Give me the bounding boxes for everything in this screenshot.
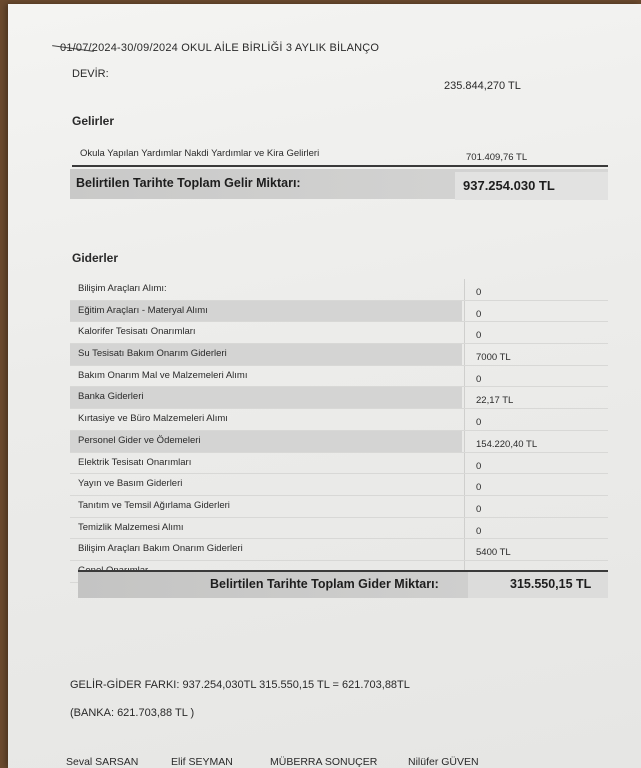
gider-value: 0	[476, 525, 482, 537]
gider-label: Kırtasiye ve Büro Malzemeleri Alımı	[78, 413, 228, 425]
total-gelir-label: Belirtilen Tarihte Toplam Gelir Miktarı:	[76, 176, 301, 190]
devir-label: DEVİR:	[72, 68, 109, 80]
giderler-heading: Giderler	[72, 251, 119, 265]
giderler-table	[70, 279, 608, 583]
signature-name: Seval SARSAN	[66, 756, 139, 768]
gider-value: 0	[476, 373, 482, 385]
gelir-item-value: 701.409,76 TL	[466, 152, 528, 163]
gider-value: 0	[476, 417, 482, 429]
table-row	[70, 518, 608, 540]
gider-value: 22,17 TL	[476, 395, 514, 407]
signature-name: Nilüfer GÜVEN	[408, 756, 479, 768]
gider-value: 0	[476, 287, 482, 298]
table-row	[70, 279, 608, 301]
table-row	[70, 474, 608, 496]
devir-value: 235.844,270 TL	[444, 80, 521, 92]
gider-label: Personel Gider ve Ödemeleri	[78, 434, 201, 446]
gelir-gider-farki: GELİR-GİDER FARKI: 937.254,030TL 315.550,15 TL = 621.703,88TL	[70, 679, 410, 691]
signature-name: Elif SEYMAN	[171, 756, 233, 768]
gider-value: 0	[476, 503, 482, 515]
gider-value: 0	[476, 482, 482, 494]
gelir-item-label: Okula Yapılan Yardımlar Nakdi Yardımlar ve Kira Gelirleri	[80, 148, 320, 159]
gider-label: Su Tesisatı Bakım Onarım Giderleri	[78, 348, 227, 360]
gider-value: 0	[476, 460, 482, 472]
document-title: 01/07/2024-30/09/2024 OKUL AİLE BİRLİĞİ 3 AYLIK BİLANÇO	[60, 42, 380, 54]
table-row	[70, 344, 608, 366]
signature-name: MÜBERRA SONUÇER	[270, 756, 378, 768]
table-row	[70, 322, 608, 344]
total-gider-value: 315.550,15 TL	[510, 577, 592, 591]
gider-label: Bilişim Araçları Bakım Onarım Giderleri	[78, 543, 243, 555]
total-gelir-row	[70, 169, 608, 199]
gider-label: Tanıtım ve Temsil Ağırlama Giderleri	[78, 499, 230, 511]
table-row	[70, 453, 608, 475]
total-gider-label: Belirtilen Tarihte Toplam Gider Miktarı:	[210, 577, 439, 591]
gider-label: Yayın ve Basım Giderleri	[78, 478, 183, 490]
total-gider-value-cell	[468, 572, 608, 598]
total-gelir-value-cell	[455, 172, 608, 200]
gider-label: Bilişim Araçları Alımı:	[78, 283, 167, 294]
gider-label: Elektrik Tesisatı Onarımları	[78, 456, 192, 468]
gider-label: Banka Giderleri	[78, 391, 144, 403]
gider-label: Eğitim Araçları - Materyal Alımı	[78, 304, 208, 316]
gider-value: 0	[476, 308, 482, 320]
gelirler-heading: Gelirler	[72, 114, 115, 128]
gider-value: 7000 TL	[476, 352, 511, 364]
table-row	[70, 409, 608, 431]
gider-label: Kalorifer Tesisatı Onarımları	[78, 326, 196, 338]
table-row	[70, 431, 608, 453]
divider	[72, 165, 608, 167]
table-row	[70, 539, 608, 561]
table-row	[70, 496, 608, 518]
banka-balance: (BANKA: 621.703,88 TL )	[70, 707, 195, 719]
total-gider-row	[78, 570, 608, 598]
table-row	[70, 387, 608, 409]
gider-value: 5400 TL	[476, 547, 511, 559]
gider-label: Bakım Onarım Mal ve Malzemeleri Alımı	[78, 369, 248, 381]
total-gelir-value: 937.254.030 TL	[463, 178, 555, 193]
table-row	[70, 366, 608, 388]
table-row	[70, 301, 608, 323]
gider-value: 0	[476, 330, 482, 342]
gider-label: Temizlik Malzemesi Alımı	[78, 521, 184, 533]
gider-value: 154.220,40 TL	[476, 438, 538, 450]
document-page	[8, 4, 641, 768]
